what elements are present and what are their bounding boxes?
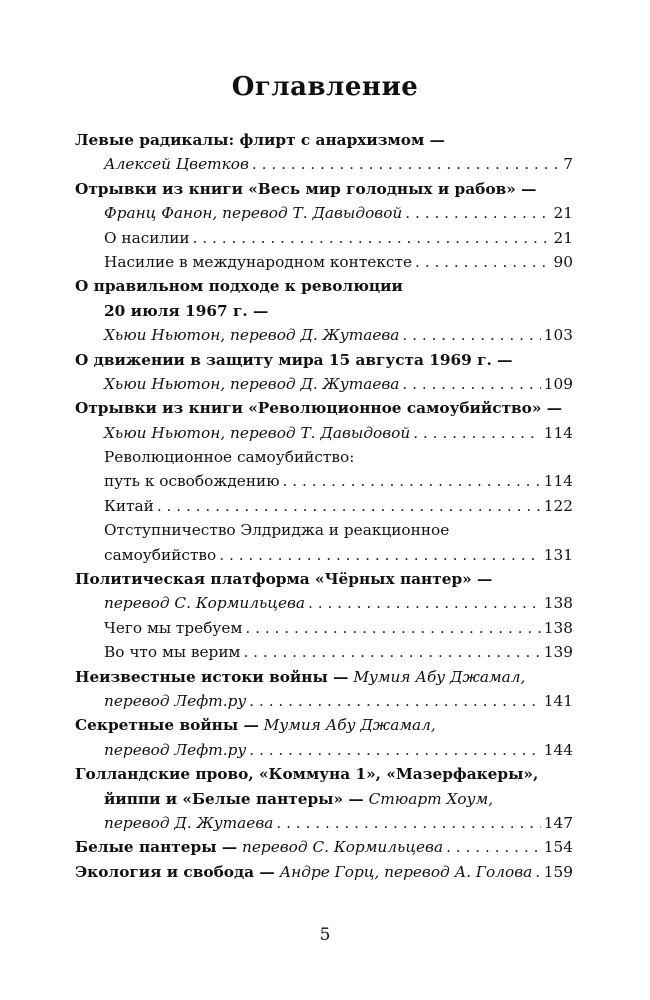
- toc-line: [75, 591, 573, 615]
- toc-line: [75, 299, 573, 323]
- toc-line: [75, 396, 573, 420]
- toc-line: [75, 616, 573, 640]
- dot-leader: [219, 543, 541, 567]
- toc-heading: Экология и свобода —: [75, 862, 275, 881]
- toc-page-number: 114: [543, 472, 573, 491]
- toc-page-number: 122: [543, 496, 573, 515]
- toc-line: [75, 762, 573, 786]
- toc-heading: Отрывки из книги «Весь мир голодных и рабов» —: [75, 179, 537, 198]
- dot-leader: [193, 226, 551, 250]
- toc-line: [75, 518, 573, 542]
- toc-subentry: Революционное самоубийство:: [104, 448, 355, 467]
- toc-line: [75, 713, 573, 737]
- toc-line: [75, 494, 573, 518]
- toc-line: [75, 128, 573, 152]
- toc-heading: Секретные войны —: [75, 716, 259, 735]
- toc-author: Хьюи Ньютон, перевод Д. Жутаева: [104, 374, 400, 393]
- toc-heading: йиппи и «Белые пантеры» —: [104, 789, 364, 808]
- dot-leader: [252, 152, 560, 176]
- toc-heading: Левые радикалы: флирт с анархизмом —: [75, 131, 445, 149]
- dot-leader: [446, 835, 541, 859]
- dot-leader: [405, 201, 550, 225]
- toc-line: [75, 860, 573, 884]
- toc-subentry: Во что мы верим: [104, 643, 241, 662]
- toc-line: [75, 445, 573, 469]
- toc-line: [75, 689, 573, 713]
- toc-heading: Отрывки из книги «Революционное самоубийство» —: [75, 399, 563, 418]
- toc-heading: Неизвестные истоки войны —: [75, 667, 349, 686]
- toc-line: [75, 250, 573, 274]
- dot-leader: [402, 323, 540, 347]
- toc-heading: Политическая платформа «Чёрных пантер» —: [75, 570, 493, 589]
- toc-page-number: 138: [543, 618, 573, 637]
- toc-line: [75, 835, 573, 859]
- toc-author: Мумия Абу Джамал,: [263, 716, 436, 735]
- toc-subentry: самоубийство: [104, 545, 217, 564]
- toc-line: [75, 348, 573, 372]
- toc-page-number: 90: [553, 252, 573, 271]
- toc-page-number: 144: [543, 740, 573, 759]
- toc-line: [75, 543, 573, 567]
- toc-page-number: 109: [543, 374, 573, 393]
- toc-author: Стюарт Хоум,: [368, 789, 494, 808]
- toc-line: [75, 323, 573, 347]
- toc-subentry: путь к освобождению: [104, 472, 280, 491]
- toc-subentry: Чего мы требуем: [104, 618, 243, 637]
- toc-line: [75, 665, 573, 689]
- toc-line: [75, 372, 573, 396]
- toc-line: [75, 787, 573, 811]
- toc-author: Хьюи Ньютон, перевод Д. Жутаева: [104, 326, 400, 345]
- toc-author: перевод Лефт.ру: [104, 740, 247, 759]
- toc-subentry: Насилие в международном контексте: [104, 252, 412, 271]
- toc-line: [75, 421, 573, 445]
- toc-subentry: О насилии: [104, 228, 190, 247]
- toc-page-number: 103: [543, 326, 573, 345]
- dot-leader: [413, 421, 541, 445]
- toc-page-number: 131: [543, 545, 573, 564]
- toc-line: [75, 738, 573, 762]
- toc-heading: О движении в защиту мира 15 августа 1969 г. —: [75, 350, 513, 369]
- toc-page-number: 147: [543, 813, 573, 832]
- toc-line: [75, 640, 573, 664]
- toc-author: Алексей Цветков: [104, 155, 249, 174]
- toc-heading: Белые пантеры —: [75, 838, 238, 857]
- toc-subentry: Китай: [104, 496, 154, 515]
- toc-author: перевод Д. Жутаева: [104, 813, 274, 832]
- toc-heading: О правильном подходе к революции: [75, 277, 403, 296]
- toc-line: [75, 201, 573, 225]
- dot-leader: [535, 860, 541, 884]
- dot-leader: [245, 616, 540, 640]
- toc-page-number: 21: [553, 204, 573, 223]
- toc-page-number: 154: [543, 838, 573, 857]
- toc-line: [75, 152, 573, 176]
- toc-page-number: 141: [543, 691, 573, 710]
- toc-page-number: 7: [563, 155, 573, 174]
- toc-author: Мумия Абу Джамал,: [353, 667, 526, 686]
- dot-leader: [276, 811, 540, 835]
- dot-leader: [283, 469, 541, 493]
- toc-author: перевод С. Кормильцева: [104, 594, 306, 613]
- dot-leader: [249, 738, 541, 762]
- toc-page-number: 139: [543, 643, 573, 662]
- dot-leader: [402, 372, 540, 396]
- dot-leader: [243, 640, 540, 664]
- toc-line: [75, 469, 573, 493]
- dot-leader: [157, 494, 541, 518]
- toc-subentry: Отступничество Элдриджа и реакционное: [104, 521, 450, 540]
- page-number: 5: [319, 925, 331, 945]
- dot-leader: [308, 591, 541, 615]
- page-title: Оглавление: [231, 72, 419, 102]
- toc-author: перевод С. Кормильцева: [242, 838, 444, 857]
- toc-page-number: 114: [543, 423, 573, 442]
- toc-line: [75, 226, 573, 250]
- toc-page-number: 138: [543, 594, 573, 613]
- toc-heading: Голландские прово, «Коммуна 1», «Мазерфакеры»,: [75, 765, 539, 784]
- toc-page-number: 21: [553, 228, 573, 247]
- toc-author: перевод Лефт.ру: [104, 691, 247, 710]
- dot-leader: [249, 689, 541, 713]
- toc-heading: 20 июля 1967 г. —: [104, 301, 269, 320]
- toc-author: Франц Фанон, перевод Т. Давыдовой: [104, 204, 403, 223]
- toc-line: [75, 811, 573, 835]
- toc-line: [75, 567, 573, 591]
- toc-line: [75, 177, 573, 201]
- toc-line: [75, 274, 573, 298]
- table-of-contents: [75, 128, 573, 884]
- toc-author: Хьюи Ньютон, перевод Т. Давыдовой: [104, 423, 411, 442]
- toc-author: Андре Горц, перевод А. Голова: [279, 862, 533, 881]
- toc-page-number: 159: [543, 862, 573, 881]
- dot-leader: [415, 250, 551, 274]
